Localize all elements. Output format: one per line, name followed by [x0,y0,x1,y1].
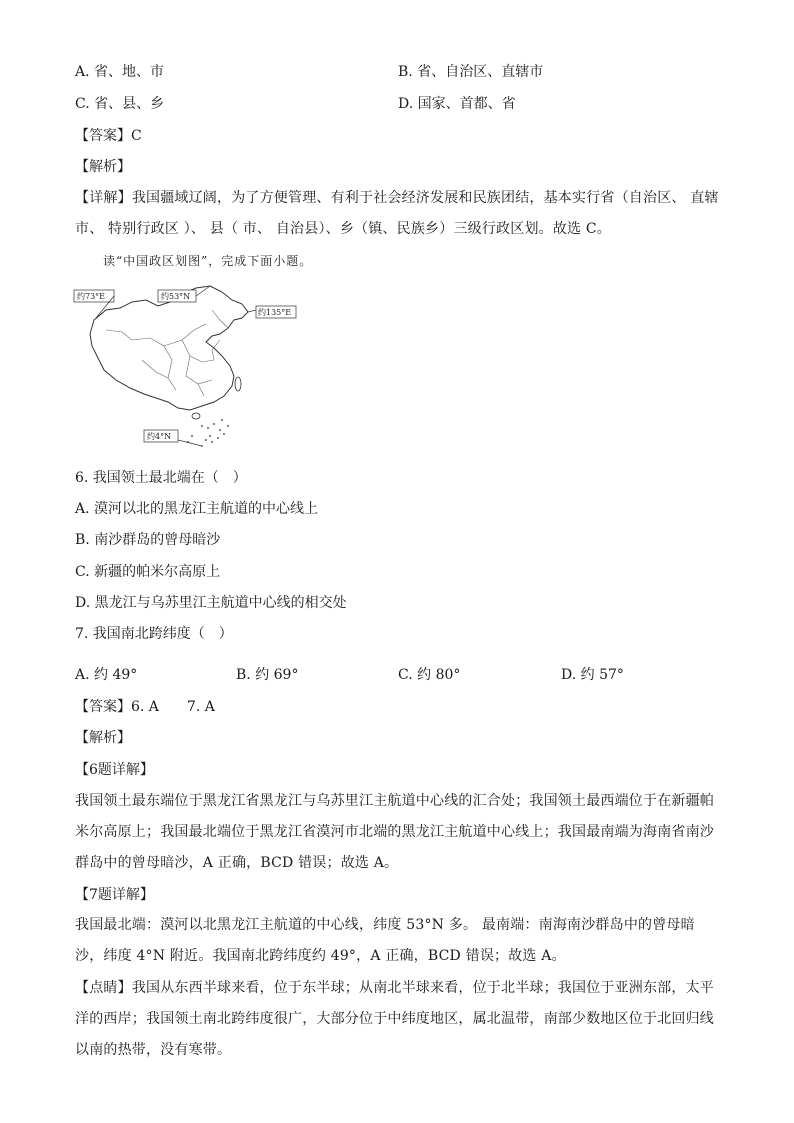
q6-option-c: C. 新疆的帕米尔高原上 [75,564,221,580]
label-west: 约73°E [77,292,106,301]
answer-tag: 【答案】 [75,128,131,144]
label-south: 约4°N [147,432,172,441]
q7-option-d: D. 约 57° [561,667,624,683]
tip-text: 我国从东西半球来看，位于东半球；从南北半球来看，位于北半球；我国位于亚洲东部，太平洋的西岸；我国领土南北跨纬度很广，大部分位于中纬度地区，属北温带，南部少数地区位于北回归线以南的热带，没有寒带。 [75,980,715,1058]
china-map-figure [72,280,302,450]
q5-detail [75,183,720,245]
china-political-map [72,280,302,450]
q6-stem: 6. 我国领土最北端在（ ） [75,470,247,486]
q6-option-d: D. 黑龙江与乌苏里江主航道中心线的相交处 [75,595,347,611]
map-caption: 读“中国政区划图”，完成下面小题。 [103,254,313,268]
q5-option-d: D. 国家、首都、省 [398,96,516,112]
q6-detail-text: 我国领土最东端位于黑龙江省黑龙江与乌苏里江主航道中心线的汇合处；我国领土最西端位于在新疆帕米尔高原上；我国最北端位于黑龙江省漠河市北端的黑龙江主航道中心线上；我国最南端为海南省南沙群岛中的曾母暗沙，A 正确，BCD 错误；故选 A。 [75,793,714,871]
tip-tag: 【点睛】 [75,980,132,996]
q5-option-c: C. 省、县、乡 [75,96,165,112]
q6-option-b: B. 南沙群岛的曾母暗沙 [75,532,221,548]
south-sea-islands [187,419,229,447]
q7-detail-tag: 【7题详解】 [75,887,154,903]
q5-option-b: B. 省、自治区、直辖市 [398,64,544,80]
label-east: 约135°E [258,308,292,317]
q7-option-c: C. 约 80° [398,667,461,683]
detail-tag: 【详解】 [75,190,132,206]
q7-detail-text: 我国最北端：漠河以北黑龙江主航道的中心线，纬度 53°N 多。 最南端：南海南沙群岛中的曾母暗沙，纬度 4°N 附近。我国南北跨纬度约 49°，A 正确，BCD 错误；故选 A。 [75,917,695,964]
q5-analysis-tag: 【解析】 [75,159,131,175]
answer-6-7 [75,697,215,717]
answer-value: C [131,128,142,144]
q5-option-a: A. 省、地、市 [75,64,165,80]
q5-answer [75,126,142,146]
detail-text: 我国疆域辽阔，为了方便管理、有利于社会经济发展和民族团结，基本实行省（自治区、 直辖市、 特别行政区 ）、 县（ 市、 自治县）、乡（镇、民族乡）三级行政区划。故选 C。 [75,190,719,237]
label-north: 约53°N [161,292,191,301]
tip [75,973,720,1066]
answer-value: 6. A 7. A [131,699,215,715]
analysis-6-7-tag: 【解析】 [75,730,131,746]
q7-option-b: B. 约 69° [236,667,299,683]
q6-option-a: A. 漠河以北的黑龙江主航道的中心线上 [75,501,319,517]
answer-tag: 【答案】 [75,699,131,715]
china-outline [90,286,248,410]
q7-option-a: A. 约 49° [75,667,138,683]
q6-detail-tag: 【6题详解】 [75,762,154,778]
q7-stem: 7. 我国南北跨纬度（ ） [75,626,233,642]
